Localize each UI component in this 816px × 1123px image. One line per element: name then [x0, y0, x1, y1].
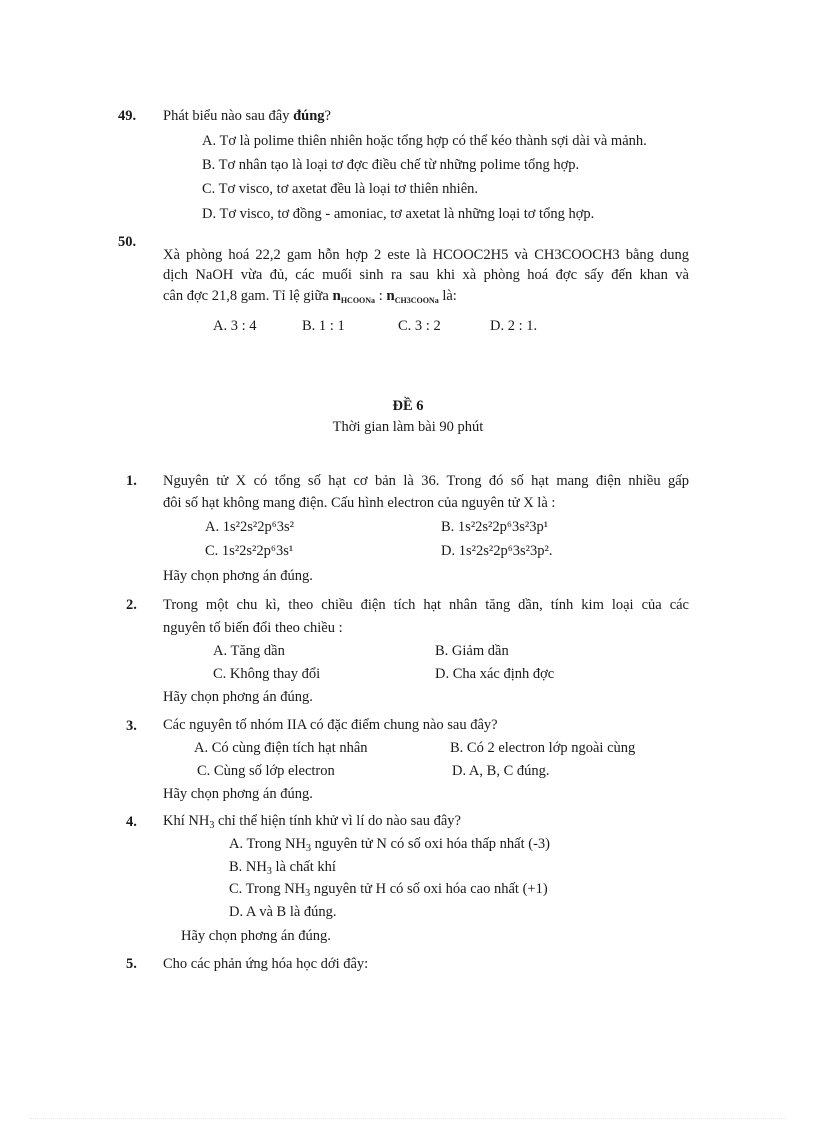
question-50-option-b: B. 1 : 1	[302, 318, 345, 334]
question-5-number: 5.	[126, 956, 137, 972]
question-49-option-a: A. Tơ là polime thiên nhiên hoặc tổng hợp có thể kéo thành sợi dài và mảnh.	[202, 133, 647, 149]
question-1-option-d: D. 1s²2s²2p⁶3s²3p².	[441, 543, 553, 559]
question-50-line-2: dịch NaOH vừa đủ, các muối sinh ra sau khi xà phòng hoá đợc sấy đến khan và	[163, 267, 689, 283]
question-50-option-d: D. 2 : 1.	[490, 318, 538, 334]
question-4-option-b: B. $NH_3$ là chất khí	[229, 859, 336, 877]
question-3-option-b: B. Có 2 electron lớp ngoài cùng	[450, 740, 636, 756]
question-3-option-d: D. A, B, C đúng.	[452, 763, 550, 779]
section-subtitle: Thời gian làm bài 90 phút	[332, 419, 484, 435]
question-3-number: 3.	[126, 718, 137, 734]
question-2-line-2: nguyên tố biến đổi theo chiều :	[163, 620, 343, 636]
question-49-option-d: D. Tơ visco, tơ đồng - amoniac, tơ axetat là những loại tơ tổng hợp.	[202, 206, 595, 222]
question-2-instruction: Hãy chọn phơng án đúng.	[163, 689, 313, 705]
ratio-hcoona: $n_{HCOONa}$	[332, 288, 376, 305]
question-1-number: 1.	[126, 473, 137, 489]
question-2-option-a: A. Tăng dần	[213, 643, 285, 659]
question-2-option-b: B. Giảm dần	[435, 643, 509, 659]
question-50-option-c: C. 3 : 2	[398, 318, 441, 334]
ratio-ch3coona: $n_{CH3COONa}$	[386, 288, 439, 305]
question-2-number: 2.	[126, 597, 137, 613]
question-5-line-1: Cho các phản ứng hóa học dới đây:	[163, 956, 369, 972]
question-49-option-b: B. Tơ nhân tạo là loại tơ đợc điều chế từ những polime tổng hợp.	[202, 157, 580, 173]
question-2-option-d: D. Cha xác định đợc	[435, 666, 555, 682]
question-49-number: 49.	[118, 108, 137, 124]
question-50-line-1: Xà phòng hoá 22,2 gam hỗn hợp 2 este là HCOOC2H5 và CH3COOCH3 bằng dung	[163, 247, 689, 263]
question-1-option-a: A. 1s²2s²2p⁶3s²	[205, 519, 294, 535]
question-4-option-c: C. Trong $NH_3$ nguyên tử H có số oxi hóa cao nhất (+1)	[229, 881, 548, 899]
question-4-line-1: Khí $NH_3$ chỉ thể hiện tính khử vì lí do nào sau đây?	[163, 813, 461, 831]
question-3-option-a: A. Có cùng điện tích hạt nhân	[194, 740, 368, 756]
question-49-stem: Phát biểu nào sau đây đúng?	[163, 108, 331, 124]
page-bottom-divider	[30, 1118, 786, 1119]
question-50-option-a: A. 3 : 4	[213, 318, 257, 334]
question-1-instruction: Hãy chọn phơng án đúng.	[163, 568, 313, 584]
section-title: ĐỀ 6	[392, 398, 424, 414]
question-1-option-b: B. 1s²2s²2p⁶3s²3p¹	[441, 519, 549, 535]
question-4-number: 4.	[126, 814, 137, 830]
question-1-option-c: C. 1s²2s²2p⁶3s¹	[205, 543, 294, 559]
question-1-line-2: đôi số hạt không mang điện. Cấu hình electron của nguyên tử X là :	[163, 495, 556, 511]
question-4-instruction: Hãy chọn phơng án đúng.	[181, 928, 331, 944]
question-50-number: 50.	[118, 234, 137, 250]
question-4-option-d: D. A và B là đúng.	[229, 904, 337, 920]
question-4-option-a: A. Trong $NH_3$ nguyên tử N có số oxi hóa thấp nhất (-3)	[229, 836, 550, 854]
question-50-line-3: cân đợc 21,8 gam. Tỉ lệ giữa $n_{HCOONa}$ : $n_{CH3COONa}$ là:	[163, 288, 457, 305]
question-1-line-1: Nguyên tử X có tổng số hạt cơ bản là 36. Trong đó số hạt mang điện nhiều gấp	[163, 473, 689, 489]
question-2-line-1: Trong một chu kì, theo chiều điện tích hạt nhân tăng dần, tính kim loại của các	[163, 597, 689, 613]
question-3-instruction: Hãy chọn phơng án đúng.	[163, 786, 313, 802]
question-49-option-c: C. Tơ visco, tơ axetat đều là loại tơ thiên nhiên.	[202, 181, 479, 197]
question-2-option-c: C. Không thay đổi	[213, 666, 321, 682]
question-3-line-1: Các nguyên tố nhóm IIA có đặc điểm chung nào sau đây?	[163, 717, 498, 733]
question-3-option-c: C. Cùng số lớp electron	[197, 763, 335, 779]
